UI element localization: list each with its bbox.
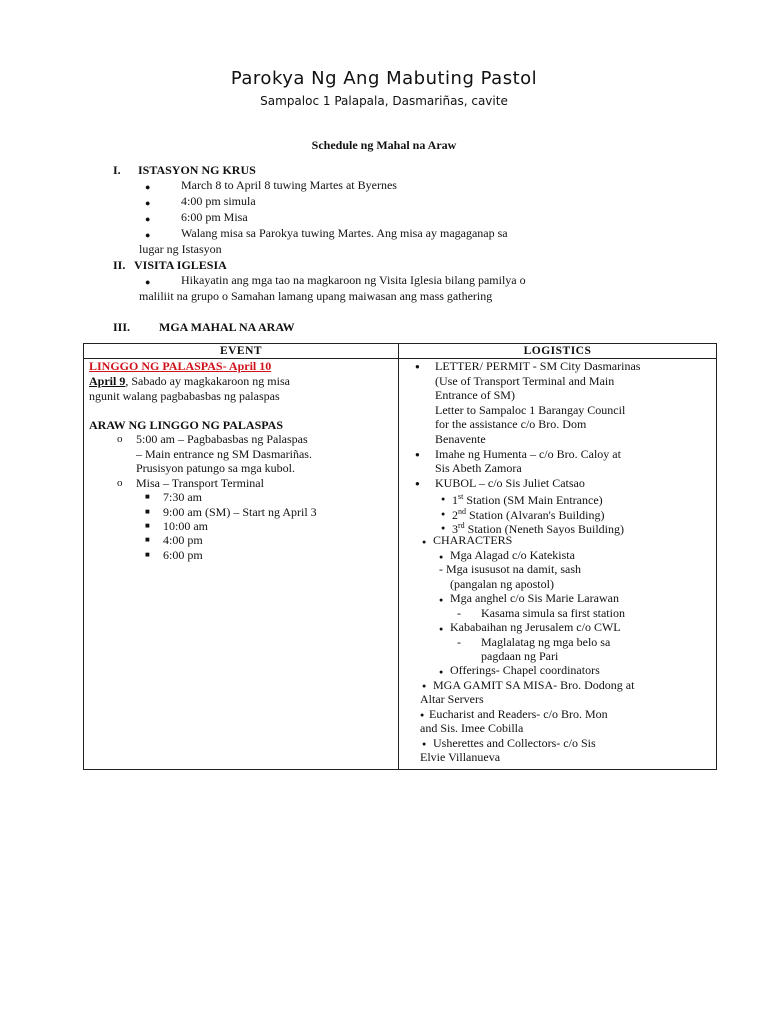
character-line: Kababaihan ng Jerusalem c/o CWL (450, 620, 621, 634)
bullet-icon: ● (145, 277, 151, 287)
table-header-row (84, 344, 717, 359)
section3-numeral: III. (113, 320, 131, 334)
square-bullet-icon: ■ (145, 507, 150, 516)
mass-time: 6:00 pm (163, 548, 203, 562)
logistics-line: for the assistance c/o Bro. Dom (435, 417, 587, 431)
araw-heading: ARAW NG LINGGO NG PALASPAS (89, 418, 284, 432)
dash-icon: - (457, 635, 461, 649)
bullet-icon: ● (441, 495, 446, 503)
schedule-table (83, 343, 717, 770)
character-subline: Maglalatag ng mga belo sa (481, 635, 611, 649)
palm-sunday-heading: LINGGO NG PALASPAS- April 10 (89, 359, 272, 373)
bullet-icon: ● (439, 668, 444, 676)
eucharist-line: and Sis. Imee Cobilla (420, 721, 524, 735)
section1-item: Walang misa sa Parokya tuwing Martes. Ang misa ay magaganap sa (181, 226, 508, 240)
bullet-icon: ● (422, 682, 427, 690)
bullet-icon: ● (439, 553, 444, 561)
kubol-line: KUBOL – c/o Sis Juliet Catsao (435, 476, 585, 490)
station-line: 2nd Station (Alvaran's Building) (452, 507, 605, 522)
characters-heading: CHARACTERS (433, 533, 513, 547)
section1-item: 4:00 pm simula (181, 194, 256, 208)
blessing-line1: 5:00 am – Pagbabasbas ng Palaspas (136, 432, 308, 446)
april9-text: , Sabado ay magkakaroon ng misa (125, 374, 290, 388)
section2-item-line1: Hikayatin ang mga tao na magkaroon ng Visita Iglesia bilang pamilya o (181, 273, 526, 287)
logistics-line: Letter to Sampaloc 1 Barangay Council (435, 403, 626, 417)
blessing-line2: – Main entrance ng SM Dasmariñas. (136, 447, 312, 461)
logistics-line: Sis Abeth Zamora (435, 461, 522, 475)
april9-line (89, 374, 290, 389)
section1-numeral: I. (113, 163, 121, 177)
section2-heading: VISITA IGLESIA (134, 258, 227, 272)
table-row (84, 359, 717, 770)
mass-time: 7:30 am (163, 490, 202, 504)
logistics-line: Imahe ng Humenta – c/o Bro. Caloy at (435, 447, 621, 461)
bullet-icon: ● (441, 510, 446, 518)
bullet-icon: ● (439, 596, 444, 604)
mass-time: 10:00 am (163, 519, 208, 533)
blessing-line3: Prusisyon patungo sa mga kubol. (136, 461, 295, 475)
april9-date: April 9 (89, 374, 126, 388)
bullet-icon: ● (422, 740, 427, 748)
usherettes-line: Elvie Villanueva (420, 750, 501, 764)
parish-address: Sampaloc 1 Palapala, Dasmariñas, cavite (260, 94, 508, 108)
mass-items-line: Altar Servers (420, 692, 484, 706)
section2-numeral: II. (113, 258, 126, 272)
bullet-icon: ● (415, 362, 420, 371)
mass-time: 4:00 pm (163, 533, 203, 547)
logistics-line: Benavente (435, 432, 486, 446)
section1-continuation: lugar ng Istasyon (139, 242, 222, 256)
logistics-line: (Use of Transport Terminal and Main (435, 374, 615, 388)
logistics-line: LETTER/ PERMIT - SM City Dasmarinas (435, 359, 641, 373)
character-line: - Mga isususot na damit, sash (439, 562, 581, 576)
logistics-line: Entrance of SM) (435, 388, 515, 402)
bullet-icon: ● (415, 450, 420, 459)
circle-bullet-icon: o (117, 477, 123, 489)
eucharist-line: Eucharist and Readers- c/o Bro. Mon (429, 707, 608, 721)
square-bullet-icon: ■ (145, 550, 150, 559)
bullet-icon: ● (422, 538, 427, 546)
schedule-title: Schedule ng Mahal na Araw (311, 138, 457, 152)
section1-item: March 8 to April 8 tuwing Martes at Byernes (181, 178, 397, 192)
event-cell (84, 359, 399, 770)
logistics-cell (399, 359, 717, 770)
section3-heading: MGA MAHAL NA ARAW (159, 320, 295, 334)
bullet-icon: ● (415, 479, 420, 488)
mass-terminal: Misa – Transport Terminal (136, 476, 264, 490)
april9-line2: ngunit walang pagbabasbas ng palaspas (89, 389, 280, 403)
character-line: Offerings- Chapel coordinators (450, 663, 600, 677)
square-bullet-icon: ■ (145, 492, 150, 501)
bullet-icon: ● (439, 625, 444, 633)
character-subline: pagdaan ng Pari (481, 649, 559, 663)
dash-icon: - (457, 606, 461, 620)
character-line: Mga Alagad c/o Katekista (450, 548, 575, 562)
section1-item: 6:00 pm Misa (181, 210, 248, 224)
bullet-icon: ● (145, 182, 151, 192)
character-subline: Kasama simula sa first station (481, 606, 625, 620)
square-bullet-icon: ■ (145, 535, 150, 544)
character-line: Mga anghel c/o Sis Marie Larawan (450, 591, 619, 605)
bullet-icon: ● (441, 524, 446, 532)
bullet-icon: ● (145, 230, 151, 240)
bullet-icon: ● (145, 214, 151, 224)
usherettes-line: Usherettes and Collectors- c/o Sis (433, 736, 596, 750)
bullet-icon: ● (145, 198, 151, 208)
section2-item-line2: maliliit na grupo o Samahan lamang upang maiwasan ang mass gathering (139, 289, 493, 303)
logistics-column-header: LOGISTICS (399, 344, 717, 359)
station-line: 3rd Station (Neneth Sayos Building) (452, 521, 624, 536)
square-bullet-icon: ■ (145, 521, 150, 530)
event-column-header: EVENT (84, 344, 399, 359)
section1-heading: ISTASYON NG KRUS (138, 163, 256, 177)
mass-items-line: MGA GAMIT SA MISA- Bro. Dodong at (433, 678, 635, 692)
circle-bullet-icon: o (117, 433, 123, 445)
station-line: 1st Station (SM Main Entrance) (452, 492, 603, 507)
parish-title: Parokya Ng Ang Mabuting Pastol (230, 68, 538, 89)
character-line: (pangalan ng apostol) (450, 577, 554, 591)
mass-time: 9:00 am (SM) – Start ng April 3 (163, 505, 317, 519)
bullet-icon: ● (420, 711, 425, 719)
